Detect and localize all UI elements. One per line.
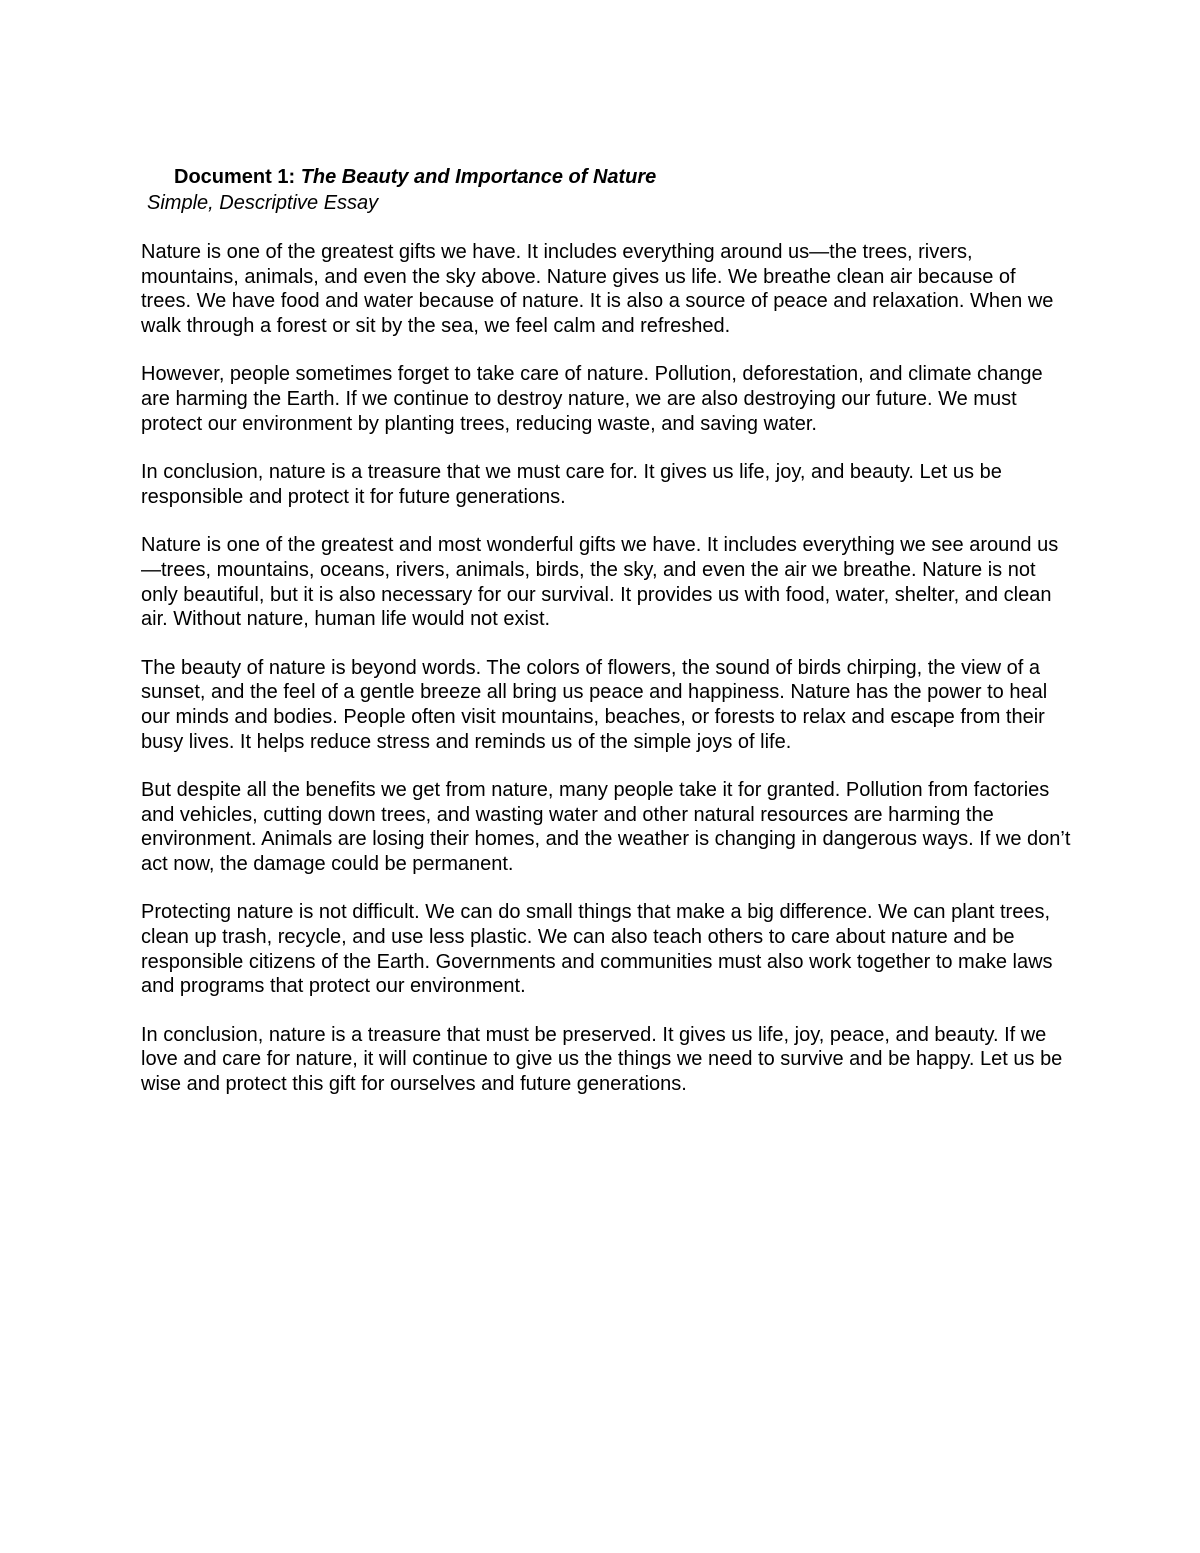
document-title (174, 164, 1071, 190)
paragraph-6: But despite all the benefits we get from nature, many people take it for granted. Pollution from factories and vehicles, cutting down trees, and wasting water and other natural resources are harming the environment. Animals are losing their homes, and the weather is changing in dangerous ways. If we don’t act now, the damage could be permanent. (141, 779, 1071, 875)
paragraph-7: Protecting nature is not difficult. We can do small things that make a big difference. We can plant trees, clean up trash, recycle, and use less plastic. We can also teach others to care about nature and be responsible citizens of the Earth. Governments and communities must also work together to make laws and programs that protect our environment. (141, 901, 1053, 998)
document-title-name: The Beauty and Importance of Nature (300, 166, 657, 188)
paragraph-2: However, people sometimes forget to take care of nature. Pollution, deforestation, and climate change are harming the Earth. If we continue to destroy nature, we are also destroying our future. We must protect our environment by planting trees, reducing waste, and saving water. (141, 363, 1043, 435)
paragraph-5: The beauty of nature is beyond words. The colors of flowers, the sound of birds chirping, the view of a sunset, and the feel of a gentle breeze all bring us peace and happiness. Nature has the power to heal our minds and bodies. People often visit mountains, beaches, or forests to relax and escape from their busy lives. It helps reduce stress and reminds us of the simple joys of life. (141, 656, 1048, 753)
document-subtitle: Simple, Descriptive Essay (147, 192, 379, 214)
paragraph-4: Nature is one of the greatest and most wonderful gifts we have. It includes everything we see around us—trees, mountains, oceans, rivers, animals, birds, the sky, and even the air we breathe. Nature is not only beautiful, but it is also necessary for our survival. It provides us with food, water, shelter, and clean air. Without nature, human life would not exist. (141, 534, 1059, 631)
paragraph-3: In conclusion, nature is a treasure that we must care for. It gives us life, joy, and beauty. Let us be responsible and protect it for future generations. (141, 461, 1002, 508)
paragraph-8: In conclusion, nature is a treasure that must be preserved. It gives us life, joy, peace, and beauty. If we love and care for nature, it will continue to give us the things we need to survive and be happy. Let us be wise and protect this gift for ourselves and future generations. (141, 1023, 1063, 1096)
document-page (141, 164, 1071, 1121)
document-title-label: Document 1: (174, 166, 296, 188)
paragraph-1: Nature is one of the greatest gifts we have. It includes everything around us—the trees, rivers, mountains, animals, and even the sky above. Nature gives us life. We breathe clean air because of trees. We have food and water because of nature. It is also a source of peace and relaxation. When we walk through a forest or sit by the sea, we feel calm and refreshed. (141, 241, 1054, 337)
